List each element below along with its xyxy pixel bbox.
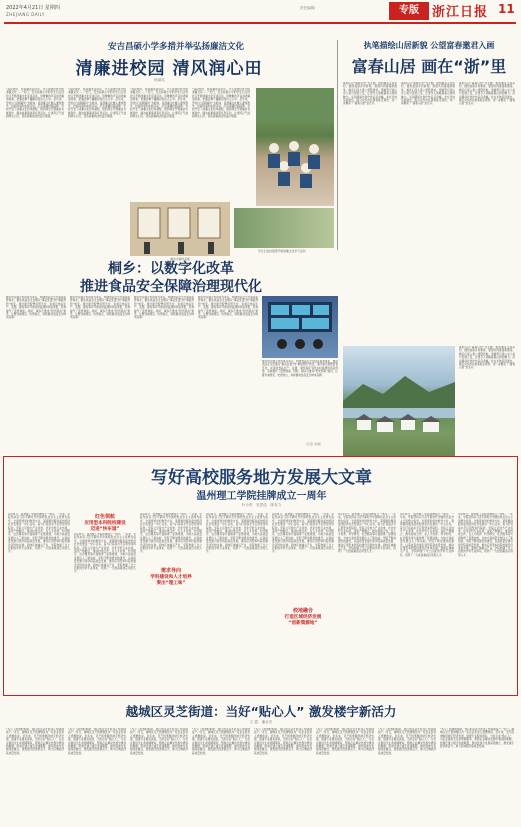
story-photo-caption-2: 廉洁书画作品展 — [170, 257, 190, 261]
story-headline: 富春山居 画在“浙”里 — [351, 57, 507, 76]
story-body-col2: “叔叔您好，我是廉洁宣讲员，今天由我给您介绍清廉文化……”近日，安吉昌硕小学的学生们走进社区开展清廉文化宣讲活动，用稚嫩的声音讲述廉洁故事，把廉洁种子播撒到身边人心中。近年来，学校以“昌硕廉风”为载体，将清廉文化融入课堂教学、校园环境和实践活动，打造清廉校园品牌。学校开发了清廉文化校本课程，组织师生开展廉洁书画创作、廉洁故事演讲等系列活动，让清风正气浸润师生心田，营造崇廉尚洁的良好氛围。 — [68, 88, 126, 119]
story-body-col6: “多亏了街道的帮助，我们的企业才能这么快落地投产。”近日，越城区灵芝街道辖区内一家企业负责人感慨地说。近年来，灵芝街道围绕楼宇经济发展，组建专业服务团队，当好企业“贴心人”，为企业提供全生命周期服务，帮助企业解决发展中遇到的难题。街道还建立楼宇党建联盟，推动党建与发展深度融合，激发楼宇经济新活力，助力区域经济高质量发展。 — [316, 728, 374, 755]
story-photo-students — [256, 88, 334, 206]
feature-body-col7: 4月21日，温州理工学院挂牌成立一周年。一年来，学院坚持以习近平新时代中国特色社会主义思想为指导，全面贯彻党的教育方针，紧紧围绕服务温州经济社会发展这一中心任务，着力打造高水平应用型本科院校。学院立足地方产业需求，优化学科专业布局，深化产教融合，推动校地合作，在人才培养、科学研究、社会服务等方面取得了显著成效，为地方高质量发展注入了新动能。学院不断加强党的建设，以高质量党建引领学院高质量发展，推动应用型本科院校建设迈进快车道。面向区域重点产业，学院构建了与之匹配的学科专业体系，培养了一大批高素质应用型人才。 — [400, 513, 454, 557]
section-title-line1: 校地融合 — [292, 608, 313, 614]
story-body-col5: 桐乡市以数字化改革为牵引，构建食品安全全链条监管体系，推动食品安全治理从“事后处置”向“事前预防”转变。通过建设智慧监管平台，实现对食品生产、流通、餐饮等环节的实时监测和风险预警，有效提升了监管效能。同时，桐乡还推进“阳光厨房”建设，让群众看得见、吃得放心，持续擦亮食品安全城市品牌。 — [262, 360, 338, 377]
section-title-line2: 打造区域经济发展 — [284, 615, 322, 620]
section-title-line1: 需求导向 — [160, 568, 181, 574]
feature-section3 — [272, 605, 334, 628]
feature-body-col3: 4月21日，温州理工学院挂牌成立一周年。一年来，学院坚持以习近平新时代中国特色社会主义思想为指导，全面贯彻党的教育方针，紧紧围绕服务温州经济社会发展这一中心任务，着力打造高水平应用型本科院校。学院立足地方产业需求，优化学科专业布局，深化产教融合，推动校地合作，在人才培养、科学研究、社会服务等方面取得了显著成效，为地方高质量发展注入了新动能。学院不断加强党的建设，以高质量党建引领学院高质量发展，推动应用型本科院校建设迈进快车道。面向区域重点产业，学院构建了与之匹配的学科专业体系，培养了一大批高素质应用型人才。 — [140, 513, 202, 554]
story-body-col8: “多亏了街道的帮助，我们的企业才能这么快落地投产。”近日，越城区灵芝街道辖区内一家企业负责人感慨地说。近年来，灵芝街道围绕楼宇经济发展，组建专业服务团队，当好企业“贴心人”，为企业提供全生命周期服务，帮助企业解决发展中遇到的难题。街道还建立楼宇党建联盟，推动党建与发展深度融合，激发楼宇经济新活力，助力区域经济高质量发展。 — [440, 728, 514, 749]
landscape-graphic — [343, 346, 455, 456]
section-badge: 专版 — [389, 2, 429, 20]
column-divider — [337, 40, 338, 250]
story-kicker: 执笔描绘山居新貌 公望富春邀君入画 — [363, 40, 495, 50]
paper-name: 浙江日报 — [432, 5, 489, 20]
story-headline-line1: 桐乡：以数字化改革 — [108, 261, 234, 277]
story-body-col2: “多亏了街道的帮助，我们的企业才能这么快落地投产。”近日，越城区灵芝街道辖区内一家企业负责人感慨地说。近年来，灵芝街道围绕楼宇经济发展，组建专业服务团队，当好企业“贴心人”，为企业提供全生命周期服务，帮助企业解决发展中遇到的难题。街道还建立楼宇党建联盟，推动党建与发展深度融合，激发楼宇经济新活力，助力区域经济高质量发展。 — [68, 728, 126, 755]
story-byline: 王 霞 潘金杰 — [249, 720, 273, 724]
masthead-editor: 责任编辑/ — [300, 6, 316, 10]
story-byline: 杨斌英 — [154, 78, 165, 82]
feature-section2 — [140, 565, 202, 588]
story-body-col3: 富阳区以“富春山居”为主题，组织画家走进乡村，描绘美丽乡村新貌，展现共同富裕新图景。画家们深入黄公望隐居地，用画笔记录山水之美与发展之变，让更多人领略富春山居的魅力。活动期间共创作作品百余幅，并在多地巡回展出，吸引众多市民游客驻足观赏，进一步擦亮了“富春山居”金名片。 — [459, 82, 515, 106]
story-headline: 清廉进校园 清风润心田 — [75, 59, 263, 79]
story-fuchun — [341, 36, 517, 456]
feature-section1 — [74, 513, 136, 532]
feature-subhead: 温州理工学院挂牌成立一周年 — [196, 491, 327, 502]
story-body-col3: “叔叔您好，我是廉洁宣讲员，今天由我给您介绍清廉文化……”近日，安吉昌硕小学的学生们走进社区开展清廉文化宣讲活动，用稚嫩的声音讲述廉洁故事，把廉洁种子播撒到身边人心中。近年来，学校以“昌硕廉风”为载体，将清廉文化融入课堂教学、校园环境和实践活动，打造清廉校园品牌。学校开发了清廉文化校本课程，组织师生开展廉洁书画创作、廉洁故事演讲等系列活动，让清风正气浸润师生心田，营造崇廉尚洁的良好氛围。 — [130, 88, 188, 119]
masthead-brand-en: ZHEJIANG DAILY — [6, 12, 45, 17]
feature-body-col5: 4月21日，温州理工学院挂牌成立一周年。一年来，学院坚持以习近平新时代中国特色社会主义思想为指导，全面贯彻党的教育方针，紧紧围绕服务温州经济社会发展这一中心任务，着力打造高水平应用型本科院校。学院立足地方产业需求，优化学科专业布局，深化产教融合，推动校地合作，在人才培养、科学研究、社会服务等方面取得了显著成效，为地方高质量发展注入了新动能。学院不断加强党的建设，以高质量党建引领学院高质量发展，推动应用型本科院校建设迈进快车道。面向区域重点产业，学院构建了与之匹配的学科专业体系，培养了一大批高素质应用型人才。 — [272, 513, 334, 554]
story-body-col1: “多亏了街道的帮助，我们的企业才能这么快落地投产。”近日，越城区灵芝街道辖区内一家企业负责人感慨地说。近年来，灵芝街道围绕楼宇经济发展，组建专业服务团队，当好企业“贴心人”，为企业提供全生命周期服务，帮助企业解决发展中遇到的难题。街道还建立楼宇党建联盟，推动党建与发展深度融合，激发楼宇经济新活力，助力区域经济高质量发展。 — [6, 728, 64, 755]
story-yuecheng — [4, 700, 518, 824]
feature-byline: 叶小青 吴思佳 陈有力 — [241, 503, 282, 507]
masthead-rule — [4, 22, 516, 24]
feature-body-col6: 4月21日，温州理工学院挂牌成立一周年。一年来，学院坚持以习近平新时代中国特色社会主义思想为指导，全面贯彻党的教育方针，紧紧围绕服务温州经济社会发展这一中心任务，着力打造高水平应用型本科院校。学院立足地方产业需求，优化学科专业布局，深化产教融合，推动校地合作，在人才培养、科学研究、社会服务等方面取得了显著成效，为地方高质量发展注入了新动能。学院不断加强党的建设，以高质量党建引领学院高质量发展，推动应用型本科院校建设迈进快车道。面向区域重点产业，学院构建了与之匹配的学科专业体系，培养了一大批高素质应用型人才。 — [338, 513, 396, 554]
section-title-line3: 迈进“快车道” — [90, 527, 120, 532]
story-headline: 越城区灵芝街道：当好“贴心人” 激发楼宇新活力 — [125, 704, 397, 719]
story-body-col1: 富阳区以“富春山居”为主题，组织画家走进乡村，描绘美丽乡村新貌，展现共同富裕新图景。画家们深入黄公望隐居地，用画笔记录山水之美与发展之变，让更多人领略富春山居的魅力。活动期间共创作作品百余幅，并在多地巡回展出，吸引众多市民游客驻足观赏，进一步擦亮了“富春山居”金名片。 — [343, 82, 397, 106]
photo-graphic — [256, 88, 334, 206]
feature-body-col8: 4月21日，温州理工学院挂牌成立一周年。一年来，学院坚持以习近平新时代中国特色社会主义思想为指导，全面贯彻党的教育方针，紧紧围绕服务温州经济社会发展这一中心任务，着力打造高水平应用型本科院校。学院立足地方产业需求，优化学科专业布局，深化产教融合，推动校地合作，在人才培养、科学研究、社会服务等方面取得了显著成效，为地方高质量发展注入了新动能。学院不断加强党的建设，以高质量党建引领学院高质量发展，推动应用型本科院校建设迈进快车道。面向区域重点产业，学院构建了与之匹配的学科专业体系，培养了一大批高素质应用型人才。 — [458, 513, 513, 557]
section-title-line1: 红色领航 — [94, 514, 115, 520]
story-body-col2: 富阳区以“富春山居”为主题，组织画家走进乡村，描绘美丽乡村新貌，展现共同富裕新图景。画家们深入黄公望隐居地，用画笔记录山水之美与发展之变，让更多人领略富春山居的魅力。活动期间共创作作品百余幅，并在多地巡回展出，吸引众多市民游客驻足观赏，进一步擦亮了“富春山居”金名片。 — [401, 82, 455, 106]
story-kicker: 安吉昌硕小学多措并举弘扬廉洁文化 — [107, 42, 244, 52]
story-body-col4: “叔叔您好，我是廉洁宣讲员，今天由我给您介绍清廉文化……”近日，安吉昌硕小学的学生们走进社区开展清廉文化宣讲活动，用稚嫩的声音讲述廉洁故事，把廉洁种子播撒到身边人心中。近年来，学校以“昌硕廉风”为载体，将清廉文化融入课堂教学、校园环境和实践活动，打造清廉校园品牌。学校开发了清廉文化校本课程，组织师生开展廉洁书画创作、廉洁故事演讲等系列活动，让清风正气浸润师生心田，营造崇廉尚洁的良好氛围。 — [192, 88, 250, 119]
section-title-line3: “创新策源地” — [288, 621, 318, 626]
story-photo-command-center — [262, 296, 338, 358]
feature-wenzhou — [3, 456, 518, 696]
story-body-col3: “多亏了街道的帮助，我们的企业才能这么快落地投产。”近日，越城区灵芝街道辖区内一家企业负责人感慨地说。近年来，灵芝街道围绕楼宇经济发展，组建专业服务团队，当好企业“贴心人”，为企业提供全生命周期服务，帮助企业解决发展中遇到的难题。街道还建立楼宇党建联盟，推动党建与发展深度融合，激发楼宇经济新活力，助力区域经济高质量发展。 — [130, 728, 188, 755]
story-photo-caption: 学生们在校园里开展清廉文化学习活动 — [258, 249, 306, 253]
feature-body-col4: 4月21日，温州理工学院挂牌成立一周年。一年来，学院坚持以习近平新时代中国特色社会主义思想为指导，全面贯彻党的教育方针，紧紧围绕服务温州经济社会发展这一中心任务，着力打造高水平应用型本科院校。学院立足地方产业需求，优化学科专业布局，深化产教融合，推动校地合作，在人才培养、科学研究、社会服务等方面取得了显著成效，为地方高质量发展注入了新动能。学院不断加强党的建设，以高质量党建引领学院高质量发展，推动应用型本科院校建设迈进快车道。面向区域重点产业，学院构建了与之匹配的学科专业体系，培养了一大批高素质应用型人才。 — [206, 513, 268, 554]
masthead — [0, 0, 521, 38]
section-title-line2: 应用型本科院校建设 — [84, 521, 126, 526]
story-body-col4: “多亏了街道的帮助，我们的企业才能这么快落地投产。”近日，越城区灵芝街道辖区内一家企业负责人感慨地说。近年来，灵芝街道围绕楼宇经济发展，组建专业服务团队，当好企业“贴心人”，为企业提供全生命周期服务，帮助企业解决发展中遇到的难题。街道还建立楼宇党建联盟，推动党建与发展深度融合，激发楼宇经济新活力，助力区域经济高质量发展。 — [192, 728, 250, 755]
story-tongxiang — [4, 256, 338, 452]
feature-body-col2: 4月21日，温州理工学院挂牌成立一周年。一年来，学院坚持以习近平新时代中国特色社会主义思想为指导，全面贯彻党的教育方针，紧紧围绕服务温州经济社会发展这一中心任务，着力打造高水平应用型本科院校。学院立足地方产业需求，优化学科专业布局，深化产教融合，推动校地合作，在人才培养、科学研究、社会服务等方面取得了显著成效，为地方高质量发展注入了新动能。学院不断加强党的建设，以高质量党建引领学院高质量发展，推动应用型本科院校建设迈进快车道。面向区域重点产业，学院构建了与之匹配的学科专业体系，培养了一大批高素质应用型人才。 — [74, 533, 136, 574]
photo-graphic-2 — [130, 202, 230, 256]
story-body-col3: 桐乡市以数字化改革为牵引，构建食品安全全链条监管体系，推动食品安全治理从“事后处置”向“事前预防”转变。通过建设智慧监管平台，实现对食品生产、流通、餐饮等环节的实时监测和风险预警，有效提升了监管效能。同时，桐乡还推进“阳光厨房”建设，让群众看得见、吃得放心，持续擦亮食品安全城市品牌。 — [134, 296, 194, 320]
story-byline: （记者 李潇） — [304, 442, 323, 446]
story-body-col1: “叔叔您好，我是廉洁宣讲员，今天由我给您介绍清廉文化……”近日，安吉昌硕小学的学生们走进社区开展清廉文化宣讲活动，用稚嫩的声音讲述廉洁故事，把廉洁种子播撒到身边人心中。近年来，学校以“昌硕廉风”为载体，将清廉文化融入课堂教学、校园环境和实践活动，打造清廉校园品牌。学校开发了清廉文化校本课程，组织师生开展廉洁书画创作、廉洁故事演讲等系列活动，让清风正气浸润师生心田，营造崇廉尚洁的良好氛围。 — [6, 88, 64, 119]
story-body-col5: “多亏了街道的帮助，我们的企业才能这么快落地投产。”近日，越城区灵芝街道辖区内一家企业负责人感慨地说。近年来，灵芝街道围绕楼宇经济发展，组建专业服务团队，当好企业“贴心人”，为企业提供全生命周期服务，帮助企业解决发展中遇到的难题。街道还建立楼宇党建联盟，推动党建与发展深度融合，激发楼宇经济新活力，助力区域经济高质量发展。 — [254, 728, 312, 755]
story-photo-activity — [234, 208, 334, 248]
feature-body-col1: 4月21日，温州理工学院挂牌成立一周年。一年来，学院坚持以习近平新时代中国特色社会主义思想为指导，全面贯彻党的教育方针，紧紧围绕服务温州经济社会发展这一中心任务，着力打造高水平应用型本科院校。学院立足地方产业需求，优化学科专业布局，深化产教融合，推动校地合作，在人才培养、科学研究、社会服务等方面取得了显著成效，为地方高质量发展注入了新动能。学院不断加强党的建设，以高质量党建引领学院高质量发展，推动应用型本科院校建设迈进快车道。面向区域重点产业，学院构建了与之匹配的学科专业体系，培养了一大批高素质应用型人才。 — [8, 513, 70, 554]
page-number: 11 — [498, 2, 515, 16]
story-anji — [4, 36, 334, 261]
screen-graphic — [262, 296, 338, 358]
masthead-date: 2022年4月21日 星期四 — [6, 5, 60, 11]
story-body-col2: 桐乡市以数字化改革为牵引，构建食品安全全链条监管体系，推动食品安全治理从“事后处置”向“事前预防”转变。通过建设智慧监管平台，实现对食品生产、流通、餐饮等环节的实时监测和风险预警，有效提升了监管效能。同时，桐乡还推进“阳光厨房”建设，让群众看得见、吃得放心，持续擦亮食品安全城市品牌。 — [70, 296, 130, 320]
story-body-col4: 富阳区以“富春山居”为主题，组织画家走进乡村，描绘美丽乡村新貌，展现共同富裕新图景。画家们深入黄公望隐居地，用画笔记录山水之美与发展之变，让更多人领略富春山居的魅力。活动期间共创作作品百余幅，并在多地巡回展出，吸引众多市民游客驻足观赏，进一步擦亮了“富春山居”金名片。 — [459, 346, 515, 370]
story-body-col7: “多亏了街道的帮助，我们的企业才能这么快落地投产。”近日，越城区灵芝街道辖区内一家企业负责人感慨地说。近年来，灵芝街道围绕楼宇经济发展，组建专业服务团队，当好企业“贴心人”，为企业提供全生命周期服务，帮助企业解决发展中遇到的难题。街道还建立楼宇党建联盟，推动党建与发展深度融合，激发楼宇经济新活力，助力区域经济高质量发展。 — [378, 728, 436, 755]
section-title-line2: 学科建设和人才培养 — [150, 575, 192, 580]
story-photo-exhibition — [130, 202, 230, 256]
feature-headline: 写好高校服务地方发展大文章 — [151, 468, 372, 488]
story-photo-landscape — [343, 346, 455, 456]
story-headline-line2: 推进食品安全保障治理现代化 — [80, 279, 262, 295]
story-body-col4: 桐乡市以数字化改革为牵引，构建食品安全全链条监管体系，推动食品安全治理从“事后处置”向“事前预防”转变。通过建设智慧监管平台，实现对食品生产、流通、餐饮等环节的实时监测和风险预警，有效提升了监管效能。同时，桐乡还推进“阳光厨房”建设，让群众看得见、吃得放心，持续擦亮食品安全城市品牌。 — [198, 296, 258, 320]
section-title-line3: 奏出“理工味” — [156, 581, 186, 586]
story-body-col1: 桐乡市以数字化改革为牵引，构建食品安全全链条监管体系，推动食品安全治理从“事后处置”向“事前预防”转变。通过建设智慧监管平台，实现对食品生产、流通、餐饮等环节的实时监测和风险预警，有效提升了监管效能。同时，桐乡还推进“阳光厨房”建设，让群众看得见、吃得放心，持续擦亮食品安全城市品牌。 — [6, 296, 66, 320]
